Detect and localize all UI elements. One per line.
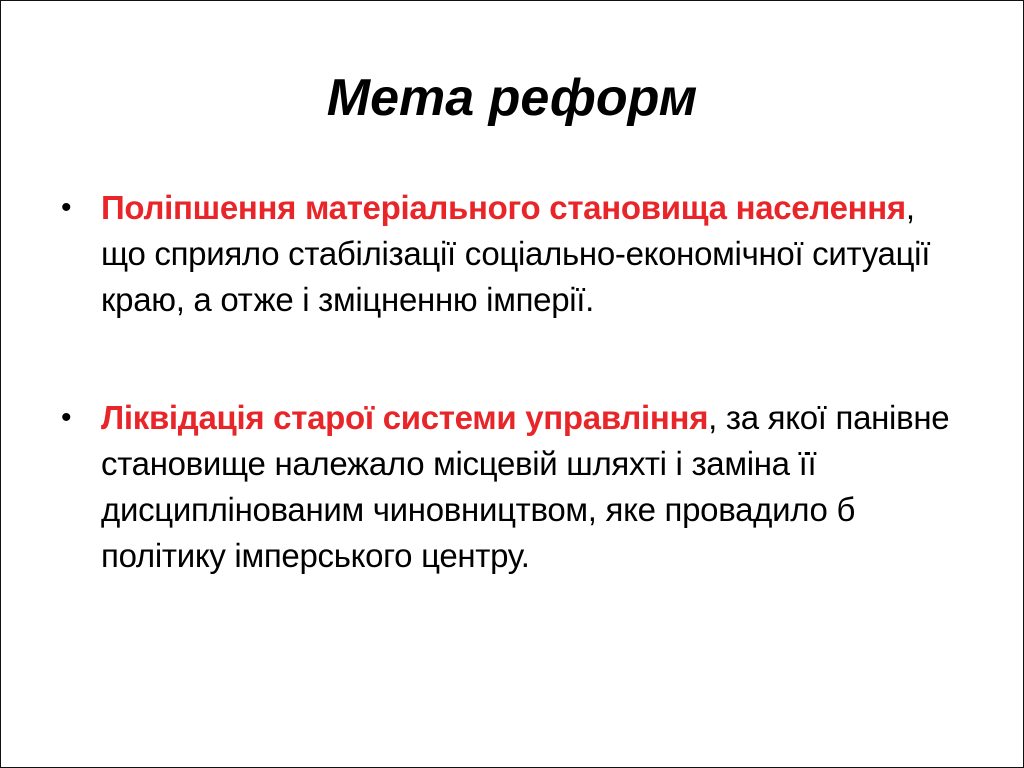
bullet-text: , що сприяло стабілізації соціально-економічної ситуації краю, а отже і зміцненню імперії. — [101, 189, 931, 318]
bullet-icon: • — [61, 191, 72, 224]
bullet-text: , за якої панівне становище належало місцевій шляхті і заміна її дисциплінованим чиновництвом, яке провадило б політику імперського центру. — [101, 399, 950, 574]
bullet-item — [61, 185, 961, 323]
bullet-highlight: Поліпшення матеріального становища населення — [101, 189, 906, 226]
bullet-highlight: Ліквідація старої системи управління — [101, 399, 709, 436]
bullet-item — [61, 395, 961, 579]
bullet-icon: • — [61, 401, 72, 434]
slide-title: Мета реформ — [326, 69, 698, 127]
bullet-list — [61, 185, 961, 579]
